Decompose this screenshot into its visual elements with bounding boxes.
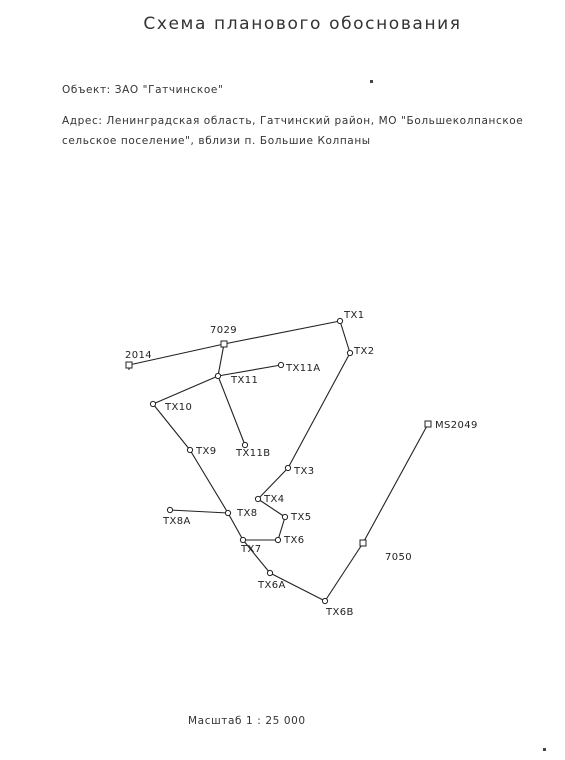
point-marker-p7050 — [360, 540, 366, 546]
point-marker-tx4 — [255, 496, 260, 501]
point-marker-tx8 — [225, 510, 230, 515]
point-label-tx7: TX7 — [241, 544, 262, 555]
scale-label: Масштаб 1 : 25 000 — [188, 715, 306, 727]
point-label-ms2049: MS2049 — [435, 420, 478, 431]
scan-speck — [370, 80, 373, 83]
point-marker-tx3 — [285, 465, 290, 470]
point-label-tx10: TX10 — [165, 402, 193, 413]
point-label-p7050: 7050 — [385, 552, 413, 563]
point-label-tx8a: TX8A — [163, 516, 191, 527]
point-marker-p2014 — [126, 362, 132, 368]
point-marker-tx1 — [337, 318, 342, 323]
traverse-line-p7029-tx1 — [224, 321, 340, 344]
point-marker-tx10 — [150, 401, 155, 406]
object-line: Объект: ЗАО "Гатчинское" — [62, 84, 224, 96]
point-marker-tx2 — [347, 350, 352, 355]
point-label-tx1: TX1 — [344, 310, 365, 321]
traverse-line-tx11-p7029 — [218, 344, 224, 376]
point-marker-tx11a — [278, 362, 283, 367]
point-label-p7029: 7029 — [210, 325, 238, 336]
point-marker-ms2049 — [425, 421, 431, 427]
point-marker-tx11 — [215, 373, 220, 378]
point-marker-tx9 — [187, 447, 192, 452]
traverse-line-tx8-tx8a — [170, 510, 228, 513]
traverse-line-tx11-tx11b — [218, 376, 245, 445]
traverse-line-tx1-tx2 — [340, 321, 350, 353]
point-label-tx9: TX9 — [196, 446, 217, 457]
address-line: Адрес: Ленинградская область, Гатчинский район, МО "Большеколпанское сельское поселение", вблизи п. Большие Колпаны — [62, 115, 524, 147]
point-marker-tx6 — [275, 537, 280, 542]
point-marker-tx8a — [167, 507, 172, 512]
point-marker-tx5 — [282, 514, 287, 519]
point-marker-tx6b — [322, 598, 327, 603]
traverse-line-tx10-tx11 — [153, 376, 218, 404]
point-label-p2014: 2014 — [125, 350, 153, 361]
point-label-tx4: TX4 — [264, 494, 285, 505]
point-label-tx2: TX2 — [354, 346, 375, 357]
traverse-line-tx6b-p7050 — [325, 543, 363, 601]
point-marker-tx11b — [242, 442, 247, 447]
traverse-line-tx8-tx9 — [190, 450, 228, 513]
point-label-tx6b: TX6B — [326, 607, 354, 618]
traverse-line-p7050-ms2049 — [363, 424, 428, 543]
scan-speck — [543, 748, 546, 751]
point-label-tx3: TX3 — [294, 466, 315, 477]
point-label-tx5: TX5 — [291, 512, 312, 523]
point-marker-tx7 — [240, 537, 245, 542]
point-label-tx8: TX8 — [237, 508, 258, 519]
point-label-tx6: TX6 — [284, 535, 305, 546]
point-label-tx11b: TX11B — [236, 448, 271, 459]
point-label-tx11: TX11 — [231, 375, 259, 386]
page-title: Схема планового обоснования — [143, 14, 462, 34]
point-label-tx6a: TX6A — [258, 580, 286, 591]
point-label-tx11a: TX11A — [286, 363, 321, 374]
point-marker-tx6a — [267, 570, 272, 575]
point-marker-p7029 — [221, 341, 227, 347]
